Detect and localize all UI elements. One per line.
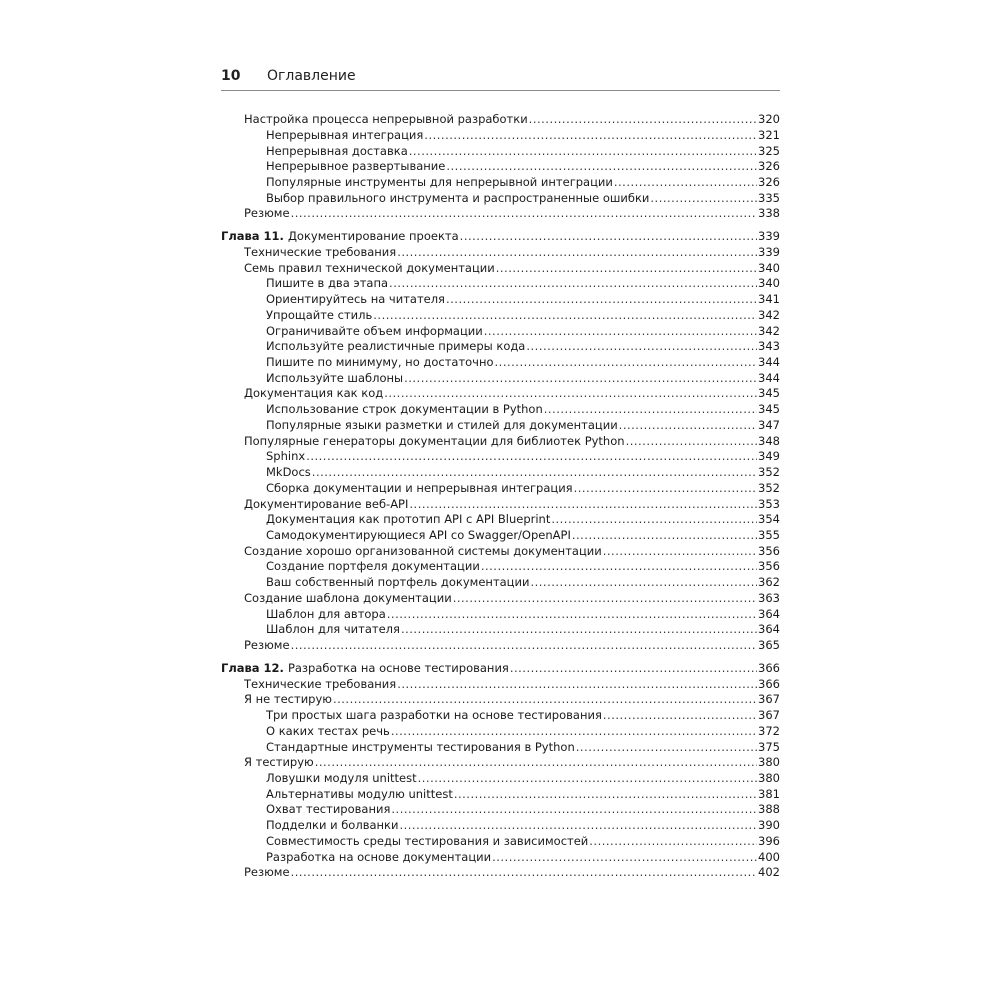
toc-entry-text: MkDocs	[266, 465, 311, 480]
toc-entry-title	[244, 433, 626, 449]
toc-entry	[244, 637, 780, 653]
toc-page-number: 367	[758, 692, 780, 707]
toc-entry	[266, 158, 780, 174]
toc-entry-text: Непрерывное развертывание	[266, 159, 446, 174]
toc-page-number: 380	[758, 755, 780, 770]
toc-entry-title	[266, 127, 424, 143]
toc-page-number: 375	[758, 739, 780, 754]
toc-entry-text: Выбор правильного инструмента и распространенные ошибки	[266, 190, 650, 205]
dot-leader	[291, 637, 757, 653]
toc-entry-text: Популярные инструменты для непрерывной интеграции	[266, 174, 613, 189]
dot-leader	[454, 786, 757, 802]
toc-page-number: 321	[758, 127, 780, 142]
toc-entry	[266, 417, 780, 433]
toc-entry	[266, 323, 780, 339]
dot-leader	[409, 496, 757, 512]
dot-leader	[453, 590, 757, 606]
toc-page-number: 390	[758, 818, 780, 833]
toc-entry	[244, 691, 780, 707]
toc-entry-title	[266, 323, 484, 339]
dot-leader	[399, 817, 757, 833]
toc-entry	[266, 833, 780, 849]
toc-entry-text: Резюме	[244, 638, 290, 653]
dot-leader	[404, 370, 757, 386]
toc-entry-title	[266, 464, 312, 480]
toc-entry-text: Резюме	[244, 865, 290, 880]
toc-entry-text: Создание хорошо организованной системы документации	[244, 543, 602, 558]
toc-entry-text: Сборка документации и непрерывная интеграция	[266, 480, 573, 495]
toc-page-number: 320	[758, 112, 780, 126]
toc-entry-title	[266, 511, 551, 527]
toc-page-number: 342	[758, 307, 780, 322]
toc-entry	[266, 190, 780, 206]
toc-entry-text: Семь правил технической документации	[244, 260, 495, 275]
toc-page-number: 347	[758, 417, 780, 432]
toc-entry	[244, 111, 780, 127]
header-title: Оглавление	[267, 68, 356, 84]
chapter-label: Глава 12.	[221, 660, 284, 675]
toc-page-number: 363	[758, 590, 780, 605]
toc-page-number: 366	[758, 676, 780, 691]
dot-leader	[333, 691, 757, 707]
toc-page-number: 372	[758, 723, 780, 738]
dot-leader	[373, 307, 757, 323]
toc-entry	[266, 307, 780, 323]
toc-page-number: 341	[758, 292, 780, 306]
toc-entry-title	[266, 275, 389, 291]
toc-entry-text: Создание шаблона документации	[244, 590, 452, 605]
dot-leader	[315, 754, 757, 770]
toc-entry	[266, 817, 780, 833]
dot-leader	[626, 433, 757, 449]
dot-leader	[397, 244, 757, 260]
toc-entry	[266, 464, 780, 480]
toc-entry-text: Три простых шага разработки на основе тестирования	[266, 708, 602, 722]
toc-entry-text: Документирование проекта	[287, 229, 459, 244]
toc-entry-text: Непрерывная интеграция	[266, 127, 424, 142]
toc-entry	[244, 864, 780, 880]
toc-page-number: 352	[758, 465, 780, 480]
toc-entry-title	[266, 723, 391, 739]
toc-page-number: 352	[758, 480, 780, 495]
toc-entry-title	[244, 111, 529, 127]
toc-page-number: 388	[758, 802, 780, 817]
toc-entry-title	[266, 174, 614, 190]
toc-entry	[266, 174, 780, 190]
toc-entry	[244, 244, 780, 260]
toc-entry-text: Настройка процесса непрерывной разработки	[244, 112, 528, 126]
toc-entry-title	[266, 417, 619, 433]
toc-page-number: 396	[758, 833, 780, 848]
toc-entry	[266, 127, 780, 143]
toc-page-number: 402	[758, 865, 780, 880]
dot-leader	[495, 354, 758, 370]
toc-chapter-entry	[221, 228, 780, 244]
dot-leader	[544, 401, 757, 417]
toc-entry-title	[266, 338, 526, 354]
toc-entry-title	[266, 370, 404, 386]
toc-entry-title	[244, 260, 496, 276]
toc-entry-text: О каких тестах речь	[266, 723, 390, 738]
toc-entry	[266, 291, 780, 307]
toc-entry-title	[266, 739, 576, 755]
toc-page-number: 339	[758, 229, 780, 244]
toc-entry	[266, 511, 780, 527]
toc-entry-title	[244, 590, 453, 606]
toc-entry-text: Упрощайте стиль	[266, 307, 373, 322]
toc-page-number: 380	[758, 770, 780, 785]
dot-leader	[391, 723, 757, 739]
dot-leader	[418, 770, 757, 786]
dot-leader	[492, 849, 757, 865]
toc-entry-title	[266, 849, 492, 865]
dot-leader	[484, 323, 757, 339]
toc-page-number: 338	[758, 206, 780, 221]
toc-entry-text: Подделки и болванки	[266, 818, 399, 833]
toc-entry-text: Используйте шаблоны	[266, 370, 404, 385]
dot-leader	[397, 676, 757, 692]
toc-entry	[266, 723, 780, 739]
dot-leader	[619, 417, 757, 433]
dot-leader	[603, 707, 757, 723]
toc-entry-text: Sphinx	[266, 449, 306, 464]
toc-entry-text: Самодокументирующиеся API со Swagger/OpenAPI	[266, 528, 571, 542]
page-number: 10	[221, 68, 241, 84]
toc-entry-text: Ваш собственный портфель документации	[266, 575, 530, 590]
dot-leader	[650, 190, 757, 206]
toc-entry-text: Непрерывная доставка	[266, 143, 408, 158]
toc-entry-text: Ограничивайте объем информации	[266, 323, 483, 338]
toc-page-number: 381	[758, 786, 780, 801]
toc-entry	[266, 275, 780, 291]
toc-entry-text: Технические требования	[244, 244, 397, 259]
toc-entry-title	[266, 480, 574, 496]
toc-entry	[266, 480, 780, 496]
toc-entry-text: Пишите по минимуму, но достаточно	[266, 355, 494, 369]
toc-page-number: 345	[758, 386, 780, 401]
toc-entry	[266, 801, 780, 817]
toc-entry-title	[244, 691, 333, 707]
toc-entry-text: Шаблон для автора	[266, 606, 386, 621]
toc-entry-title	[266, 143, 409, 159]
toc-entry-title	[266, 770, 418, 786]
toc-entry	[244, 676, 780, 692]
toc-page-number: 326	[758, 159, 780, 174]
toc-entry	[244, 260, 780, 276]
toc-entry-title	[244, 385, 384, 401]
toc-entry-text: Я тестирую	[244, 755, 314, 770]
dot-leader	[481, 558, 757, 574]
dot-leader	[589, 833, 757, 849]
toc-entry	[266, 448, 780, 464]
toc-entry-text: Совместимость среды тестирования и зависимостей	[266, 833, 589, 848]
toc-entry-text: Альтернативы модулю unittest	[266, 786, 453, 801]
toc-page-number: 356	[758, 543, 780, 558]
toc-entry-title	[266, 801, 391, 817]
toc-entry	[266, 849, 780, 865]
toc-entry	[244, 590, 780, 606]
dot-leader	[424, 127, 757, 143]
dot-leader	[291, 205, 757, 221]
toc-entry-text: Популярные языки разметки и стилей для документации	[266, 417, 618, 432]
toc-entry	[266, 621, 780, 637]
toc-entry-title	[266, 833, 589, 849]
toc-entry	[266, 354, 780, 370]
toc-entry	[266, 558, 780, 574]
toc-page-number: 344	[758, 355, 780, 369]
toc-entry-title	[266, 307, 373, 323]
dot-leader	[387, 606, 757, 622]
dot-leader	[446, 291, 757, 307]
toc-entry-text: Разработка на основе тестирования	[287, 660, 509, 675]
chapter-label: Глава 11.	[221, 229, 284, 244]
toc-entry-title	[266, 354, 495, 370]
toc-entry-text: Я не тестирую	[244, 692, 332, 707]
toc-entry-title	[266, 574, 530, 590]
toc-entry-title	[266, 448, 306, 464]
toc-entry-title	[244, 754, 315, 770]
toc-page-number: 344	[758, 370, 780, 385]
toc-page-number: 339	[758, 244, 780, 259]
toc-page-number: 367	[758, 708, 780, 722]
toc-entry	[266, 707, 780, 723]
toc-entry-text: Пишите в два этапа	[266, 276, 389, 291]
dot-leader	[384, 385, 757, 401]
toc-entry	[266, 527, 780, 543]
toc-entry	[266, 338, 780, 354]
dot-leader	[391, 801, 757, 817]
toc-entry-title	[266, 817, 399, 833]
toc-entry-text: Используйте реалистичные примеры кода	[266, 339, 526, 354]
toc-entry-text: Документация как прототип API с API Blueprint	[266, 512, 551, 527]
dot-leader	[574, 480, 757, 496]
toc-entry-text: Создание портфеля документации	[266, 559, 480, 574]
dot-leader	[572, 527, 757, 543]
toc-entry-title	[244, 637, 291, 653]
toc-entry-text: Документация как код	[244, 386, 384, 401]
toc-entry-text: Ориентируйтесь на читателя	[266, 292, 445, 306]
toc-entry-title	[221, 660, 510, 676]
toc-entry	[244, 205, 780, 221]
toc-entry-title	[266, 621, 401, 637]
dot-leader	[291, 864, 757, 880]
toc-page-number: 342	[758, 323, 780, 338]
dot-leader	[526, 338, 757, 354]
toc-entry-title	[266, 786, 454, 802]
toc-page-number: 340	[758, 276, 780, 291]
toc-entry-title	[244, 543, 603, 559]
dot-leader	[401, 621, 757, 637]
toc-page-number: 355	[758, 528, 780, 542]
toc-page-number: 349	[758, 449, 780, 464]
toc-page-number: 354	[758, 512, 780, 527]
toc-entry	[266, 770, 780, 786]
dot-leader	[614, 174, 757, 190]
toc-entry-text: Разработка на основе документации	[266, 849, 492, 864]
toc-page-number: 340	[758, 260, 780, 275]
dot-leader	[446, 158, 757, 174]
toc-page-number: 326	[758, 174, 780, 189]
toc-entry	[266, 739, 780, 755]
toc-entry-title	[244, 205, 291, 221]
toc-entry-title	[266, 401, 544, 417]
toc-page-number: 364	[758, 622, 780, 637]
toc-entry-title	[266, 190, 650, 206]
toc-entry-text: Шаблон для читателя	[266, 622, 400, 637]
toc-entry-title	[244, 244, 397, 260]
toc-entry-title	[266, 291, 446, 307]
toc-page-number: 362	[758, 575, 780, 590]
dot-leader	[551, 511, 757, 527]
toc-page-number: 345	[758, 402, 780, 417]
toc-entry-title	[266, 707, 603, 723]
toc-entry-text: Технические требования	[244, 676, 397, 691]
toc-entry	[266, 143, 780, 159]
dot-leader	[530, 574, 757, 590]
toc-entry	[244, 385, 780, 401]
toc-entry-title	[244, 496, 409, 512]
dot-leader	[576, 739, 757, 755]
toc-entry-text: Охват тестирования	[266, 802, 391, 817]
dot-leader	[496, 260, 757, 276]
toc-entry	[266, 574, 780, 590]
toc-entry	[244, 433, 780, 449]
toc-entry	[244, 754, 780, 770]
toc-entry-text: Резюме	[244, 206, 290, 221]
toc-entry-title	[221, 228, 460, 244]
toc-entry-text: Использование строк документации в Python	[266, 402, 543, 417]
toc-page-number: 348	[758, 433, 780, 448]
toc-page-number: 364	[758, 606, 780, 621]
dot-leader	[529, 111, 757, 127]
toc-entry-title	[266, 527, 572, 543]
toc-entry-text: Популярные генераторы документации для библиотек Python	[244, 433, 625, 448]
toc-entry	[244, 543, 780, 559]
dot-leader	[603, 543, 757, 559]
toc-entry	[266, 370, 780, 386]
toc-page-number: 343	[758, 339, 780, 354]
toc-entry-title	[266, 158, 446, 174]
toc-page-number: 353	[758, 496, 780, 511]
toc-chapter-entry	[221, 660, 780, 676]
dot-leader	[389, 275, 757, 291]
toc-entry	[266, 401, 780, 417]
toc-entry-text: Документирование веб-API	[244, 496, 409, 511]
toc-page-number: 365	[758, 638, 780, 653]
toc-entry-text: Ловушки модуля unittest	[266, 770, 417, 785]
toc-entry-title	[266, 606, 387, 622]
toc-page-number: 400	[758, 849, 780, 864]
toc-page-number: 335	[758, 190, 780, 205]
table-of-contents	[221, 0, 780, 1000]
toc-entry-title	[244, 676, 397, 692]
dot-leader	[460, 228, 757, 244]
toc-entry-title	[266, 558, 481, 574]
dot-leader	[409, 143, 757, 159]
toc-entry	[244, 496, 780, 512]
toc-page-number: 325	[758, 143, 780, 158]
dot-leader	[510, 660, 757, 676]
toc-page-number: 366	[758, 660, 780, 675]
toc-entry-title	[244, 864, 291, 880]
dot-leader	[306, 448, 757, 464]
toc-entry	[266, 606, 780, 622]
toc-entry	[266, 786, 780, 802]
toc-entry-text: Стандартные инструменты тестирования в Python	[266, 739, 575, 754]
toc-page-number: 356	[758, 559, 780, 574]
dot-leader	[312, 464, 757, 480]
